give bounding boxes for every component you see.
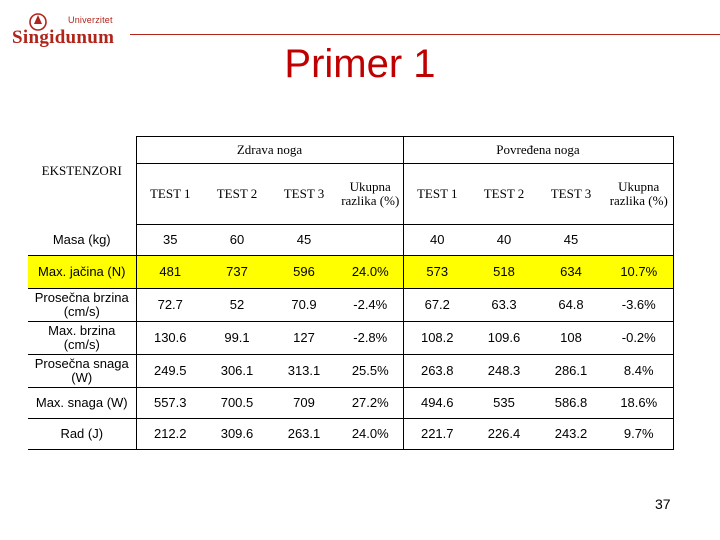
header-divider [130, 34, 720, 35]
slide-title: Primer 1 [284, 42, 436, 86]
table-cell: -0.2% [605, 321, 673, 354]
table-cell: 24.0% [338, 255, 403, 288]
table-cell: 8.4% [605, 354, 673, 387]
table-cell: 212.2 [136, 418, 204, 449]
table-cell: 634 [537, 255, 605, 288]
table-cell: -2.8% [338, 321, 403, 354]
table-row [28, 225, 673, 256]
table-cell: 518 [471, 255, 537, 288]
table-cell: 481 [136, 255, 204, 288]
column-header: TEST 2 [471, 164, 537, 225]
table-cell: 709 [270, 387, 338, 418]
row-label: Prosečna brzina (cm/s) [28, 288, 136, 321]
table-cell: 45 [270, 225, 338, 256]
column-header: TEST 3 [270, 164, 338, 225]
table-cell [605, 225, 673, 256]
table-cell: 52 [204, 288, 270, 321]
table-cell: -3.6% [605, 288, 673, 321]
table-row [28, 354, 673, 387]
table-cell: 35 [136, 225, 204, 256]
table-cell: 40 [403, 225, 471, 256]
logo-name: Singidunum [12, 27, 115, 48]
logo-top-text: Univerzitet [68, 15, 113, 25]
table-cell: 18.6% [605, 387, 673, 418]
table-cell: 70.9 [270, 288, 338, 321]
table-cell: 263.8 [403, 354, 471, 387]
table-cell: 226.4 [471, 418, 537, 449]
table-row [28, 418, 673, 449]
column-header: TEST 1 [136, 164, 204, 225]
row-label: Max. jačina (N) [28, 255, 136, 288]
table-cell: 586.8 [537, 387, 605, 418]
table-cell: 27.2% [338, 387, 403, 418]
table-row [28, 321, 673, 354]
table-cell: 286.1 [537, 354, 605, 387]
table-cell: 535 [471, 387, 537, 418]
table-cell: 40 [471, 225, 537, 256]
table-cell: 109.6 [471, 321, 537, 354]
table-cell: 10.7% [605, 255, 673, 288]
group-header-row [28, 137, 673, 164]
table-cell: 130.6 [136, 321, 204, 354]
row-label: Max. snaga (W) [28, 387, 136, 418]
table-cell: 309.6 [204, 418, 270, 449]
table-cell: 72.7 [136, 288, 204, 321]
table-cell: 557.3 [136, 387, 204, 418]
table-cell: 573 [403, 255, 471, 288]
table-cell: 127 [270, 321, 338, 354]
table-cell: 60 [204, 225, 270, 256]
table-cell: 99.1 [204, 321, 270, 354]
row-label: Masa (kg) [28, 225, 136, 256]
table-cell: 64.8 [537, 288, 605, 321]
table-cell: 24.0% [338, 418, 403, 449]
row-label: Rad (J) [28, 418, 136, 449]
table-cell: 243.2 [537, 418, 605, 449]
row-label: Max. brzina (cm/s) [28, 321, 136, 354]
table-cell: -2.4% [338, 288, 403, 321]
column-header: TEST 1 [403, 164, 471, 225]
table-cell: 737 [204, 255, 270, 288]
table-cell: 9.7% [605, 418, 673, 449]
column-header: Ukupna razlika (%) [338, 164, 403, 225]
group-header-injured-leg: Povređena noga [403, 137, 673, 164]
table-cell: 700.5 [204, 387, 270, 418]
table-cell: 263.1 [270, 418, 338, 449]
table-cell: 25.5% [338, 354, 403, 387]
column-header: Ukupna razlika (%) [605, 164, 673, 225]
table-cell: 249.5 [136, 354, 204, 387]
corner-label: EKSTENZORI [41, 162, 122, 178]
row-label: Prosečna snaga (W) [28, 354, 136, 387]
table-cell [338, 225, 403, 256]
table-cell: 63.3 [471, 288, 537, 321]
table-cell: 221.7 [403, 418, 471, 449]
results-table [28, 136, 674, 450]
table-cell: 108.2 [403, 321, 471, 354]
table-cell: 248.3 [471, 354, 537, 387]
table-cell: 45 [537, 225, 605, 256]
table-cell: 313.1 [270, 354, 338, 387]
table-cell: 108 [537, 321, 605, 354]
column-header: TEST 2 [204, 164, 270, 225]
page-number: 37 [655, 496, 671, 512]
table-cell: 494.6 [403, 387, 471, 418]
group-header-healthy-leg: Zdrava noga [136, 137, 403, 164]
table-row [28, 387, 673, 418]
table-row [28, 288, 673, 321]
column-header: TEST 3 [537, 164, 605, 225]
table-cell: 596 [270, 255, 338, 288]
table-row [28, 255, 673, 288]
table-cell: 306.1 [204, 354, 270, 387]
table-cell: 67.2 [403, 288, 471, 321]
